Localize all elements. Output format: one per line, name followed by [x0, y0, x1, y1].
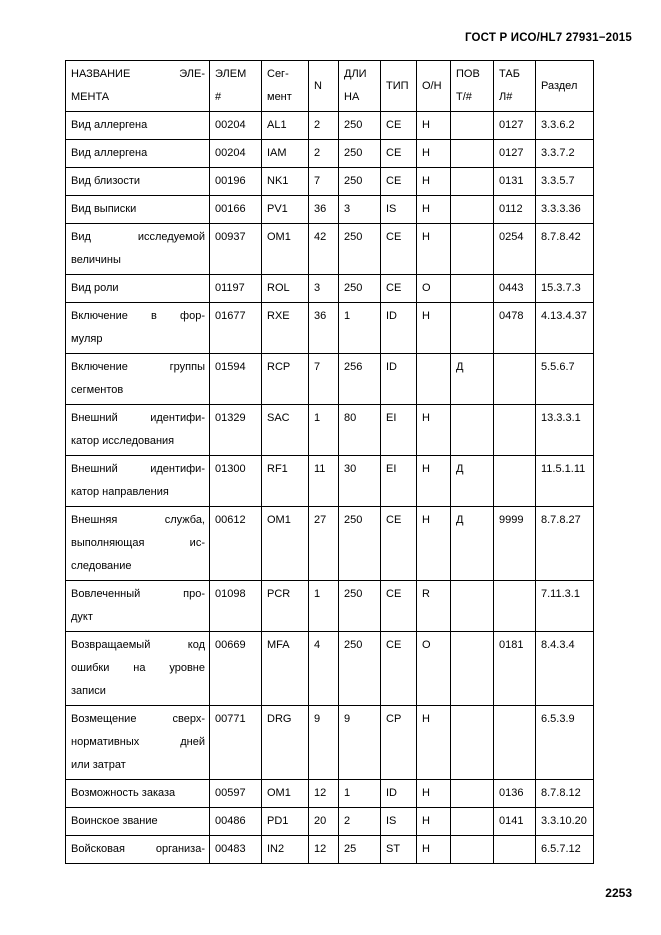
cell-opt-req: Н: [417, 808, 451, 836]
cell-opt-req: Н: [417, 112, 451, 140]
cell-elem-num: 01329: [210, 405, 262, 456]
cell-segment: IN2: [262, 836, 309, 864]
cell-elem-num: 01098: [210, 581, 262, 632]
cell-line: Внешняя служба,: [71, 514, 205, 526]
cell-n: 42: [309, 224, 339, 275]
cell-repeat: Д: [451, 507, 494, 581]
cell-repeat: [451, 405, 494, 456]
cell-table-num: [494, 456, 536, 507]
cell-type: CE: [381, 581, 417, 632]
cell-length: 80: [339, 405, 381, 456]
cell-line: катор направления: [71, 486, 169, 498]
table-row: [66, 581, 594, 632]
cell-n: 1: [309, 581, 339, 632]
cell-segment: IAM: [262, 140, 309, 168]
table-row: [66, 632, 594, 706]
cell-section: 3.3.7.2: [536, 140, 594, 168]
cell-line: или затрат: [71, 759, 126, 771]
cell-length: 25: [339, 836, 381, 864]
cell-section: 5.5.6.7: [536, 354, 594, 405]
cell-line: Войсковая организа-: [71, 843, 205, 855]
cell-n: 4: [309, 632, 339, 706]
cell-line: Вовлеченный про-: [71, 588, 205, 600]
cell-opt-req: О: [417, 275, 451, 303]
cell-table-num: 0141: [494, 808, 536, 836]
cell-segment: DRG: [262, 706, 309, 780]
cell-line: Раздел: [541, 79, 578, 92]
cell-repeat: [451, 224, 494, 275]
cell-line: Вид аллергена: [71, 147, 148, 159]
cell-line: N: [314, 79, 322, 92]
cell-name: [66, 808, 210, 836]
cell-section: 7.11.3.1: [536, 581, 594, 632]
cell-length: 250: [339, 168, 381, 196]
cell-opt-req: Н: [417, 706, 451, 780]
cell-section: 4.13.4.37: [536, 303, 594, 354]
cell-section: 6.5.7.12: [536, 836, 594, 864]
cell-length: 2: [339, 808, 381, 836]
cell-opt-req: Н: [417, 507, 451, 581]
cell-elem-num: 00486: [210, 808, 262, 836]
cell-type: ID: [381, 303, 417, 354]
cell-segment: AL1: [262, 112, 309, 140]
cell-line: Вид роли: [71, 282, 119, 294]
cell-n: 11: [309, 456, 339, 507]
cell-n: 1: [309, 405, 339, 456]
cell-repeat: [451, 632, 494, 706]
cell-length: 9: [339, 706, 381, 780]
cell-length: 250: [339, 112, 381, 140]
cell-opt-req: Н: [417, 140, 451, 168]
cell-table-num: 0254: [494, 224, 536, 275]
cell-table-num: [494, 354, 536, 405]
cell-line: следование: [71, 560, 132, 572]
cell-name: [66, 303, 210, 354]
cell-line: муляр: [71, 333, 103, 345]
cell-line: Воинское звание: [71, 815, 158, 827]
table-row: [66, 507, 594, 581]
cell-length: 1: [339, 780, 381, 808]
cell-opt-req: Н: [417, 168, 451, 196]
cell-repeat: [451, 836, 494, 864]
table-row: [66, 808, 594, 836]
cell-n: 36: [309, 303, 339, 354]
cell-segment: RF1: [262, 456, 309, 507]
cell-line: нормативных дней: [71, 736, 205, 748]
cell-name: [66, 196, 210, 224]
cell-opt-req: О: [417, 632, 451, 706]
cell-table-num: 0127: [494, 140, 536, 168]
cell-opt-req: Н: [417, 405, 451, 456]
col-header-opt-req: [417, 61, 451, 112]
cell-segment: OM1: [262, 507, 309, 581]
cell-type: EI: [381, 456, 417, 507]
cell-table-num: 0131: [494, 168, 536, 196]
cell-n: 3: [309, 275, 339, 303]
cell-elem-num: 00204: [210, 140, 262, 168]
cell-name: [66, 507, 210, 581]
cell-line: Возможность заказа: [71, 787, 176, 799]
table-row: [66, 168, 594, 196]
cell-segment: RCP: [262, 354, 309, 405]
cell-repeat: [451, 581, 494, 632]
cell-line: Возвращаемый код: [71, 639, 205, 651]
cell-type: IS: [381, 808, 417, 836]
cell-name: [66, 140, 210, 168]
cell-n: 12: [309, 780, 339, 808]
cell-section: 8.4.3.4: [536, 632, 594, 706]
cell-opt-req: [417, 354, 451, 405]
cell-name: [66, 836, 210, 864]
cell-type: CE: [381, 168, 417, 196]
cell-n: 27: [309, 507, 339, 581]
cell-line: Т/#: [456, 91, 472, 103]
cell-table-num: 0112: [494, 196, 536, 224]
table-row: [66, 780, 594, 808]
cell-length: 250: [339, 581, 381, 632]
table-body: [66, 112, 594, 864]
cell-opt-req: Н: [417, 456, 451, 507]
cell-repeat: [451, 112, 494, 140]
col-header-name: [66, 61, 210, 112]
cell-section: 8.7.8.27: [536, 507, 594, 581]
table-row: [66, 224, 594, 275]
cell-type: IS: [381, 196, 417, 224]
cell-elem-num: 00597: [210, 780, 262, 808]
cell-n: 7: [309, 354, 339, 405]
cell-section: 3.3.5.7: [536, 168, 594, 196]
cell-elem-num: 00166: [210, 196, 262, 224]
standard-designation: ГОСТ Р ИСО/HL7 27931−2015: [464, 32, 632, 44]
cell-length: 256: [339, 354, 381, 405]
cell-line: мент: [267, 91, 292, 103]
cell-length: 30: [339, 456, 381, 507]
col-header-length: [339, 61, 381, 112]
cell-type: CE: [381, 224, 417, 275]
cell-section: 3.3.3.36: [536, 196, 594, 224]
cell-type: ID: [381, 780, 417, 808]
cell-line: Включение группы: [71, 361, 205, 373]
cell-name: [66, 112, 210, 140]
cell-length: 250: [339, 632, 381, 706]
cell-length: 1: [339, 303, 381, 354]
col-header-type: [381, 61, 417, 112]
cell-segment: PD1: [262, 808, 309, 836]
cell-line: Возмещение сверх-: [71, 713, 205, 725]
cell-repeat: [451, 706, 494, 780]
cell-line: ошибки на уровне: [71, 662, 205, 674]
cell-n: 2: [309, 112, 339, 140]
cell-type: CE: [381, 275, 417, 303]
cell-n: 20: [309, 808, 339, 836]
cell-table-num: [494, 836, 536, 864]
cell-length: 250: [339, 275, 381, 303]
cell-type: CE: [381, 140, 417, 168]
cell-segment: PCR: [262, 581, 309, 632]
col-header-repeat: [451, 61, 494, 112]
table-row: [66, 196, 594, 224]
cell-line: выполняющая ис-: [71, 537, 205, 549]
cell-section: 13.3.3.1: [536, 405, 594, 456]
cell-name: [66, 581, 210, 632]
cell-line: ДЛИ: [344, 68, 367, 80]
cell-n: 9: [309, 706, 339, 780]
cell-type: CP: [381, 706, 417, 780]
cell-table-num: 0181: [494, 632, 536, 706]
cell-line: ПОВ: [456, 68, 480, 80]
table-row: [66, 456, 594, 507]
cell-section: 11.5.1.11: [536, 456, 594, 507]
cell-type: CE: [381, 507, 417, 581]
cell-table-num: [494, 405, 536, 456]
cell-table-num: [494, 581, 536, 632]
table-row: [66, 706, 594, 780]
cell-line: ТАБ: [499, 68, 520, 80]
cell-section: 3.3.6.2: [536, 112, 594, 140]
cell-elem-num: 00937: [210, 224, 262, 275]
page-number: 2253: [605, 886, 632, 900]
cell-repeat: Д: [451, 456, 494, 507]
cell-segment: ROL: [262, 275, 309, 303]
cell-n: 12: [309, 836, 339, 864]
cell-line: Вид близости: [71, 175, 141, 187]
cell-opt-req: Н: [417, 836, 451, 864]
cell-line: величины: [71, 254, 121, 266]
cell-line: МЕНТА: [71, 91, 110, 103]
cell-opt-req: R: [417, 581, 451, 632]
cell-name: [66, 354, 210, 405]
cell-line: Внешний идентифи-: [71, 412, 205, 424]
cell-line: катор исследования: [71, 435, 175, 447]
cell-section: 8.7.8.42: [536, 224, 594, 275]
cell-line: Л#: [499, 91, 513, 103]
cell-repeat: [451, 303, 494, 354]
cell-repeat: [451, 275, 494, 303]
cell-n: 7: [309, 168, 339, 196]
table-row: [66, 405, 594, 456]
cell-repeat: [451, 780, 494, 808]
col-header-segment: [262, 61, 309, 112]
cell-length: 250: [339, 224, 381, 275]
cell-line: НА: [344, 91, 360, 103]
col-header-section: [536, 61, 594, 112]
cell-segment: SAC: [262, 405, 309, 456]
cell-type: EI: [381, 405, 417, 456]
cell-line: НАЗВАНИЕ ЭЛЕ-: [71, 68, 205, 80]
cell-table-num: 0478: [494, 303, 536, 354]
cell-name: [66, 706, 210, 780]
cell-line: Вид аллергена: [71, 119, 148, 131]
table-row: [66, 836, 594, 864]
cell-line: Внешний идентифи-: [71, 463, 205, 475]
cell-line: #: [215, 91, 222, 103]
cell-length: 3: [339, 196, 381, 224]
cell-n: 2: [309, 140, 339, 168]
cell-opt-req: Н: [417, 303, 451, 354]
cell-line: Вид исследуемой: [71, 231, 205, 243]
cell-segment: PV1: [262, 196, 309, 224]
cell-repeat: Д: [451, 354, 494, 405]
cell-elem-num: 01677: [210, 303, 262, 354]
cell-name: [66, 780, 210, 808]
cell-type: CE: [381, 112, 417, 140]
cell-elem-num: 01594: [210, 354, 262, 405]
cell-name: [66, 405, 210, 456]
cell-section: 6.5.3.9: [536, 706, 594, 780]
table-row: [66, 140, 594, 168]
cell-length: 250: [339, 507, 381, 581]
cell-opt-req: Н: [417, 224, 451, 275]
cell-type: ID: [381, 354, 417, 405]
cell-line: дукт: [71, 611, 93, 623]
cell-repeat: [451, 140, 494, 168]
cell-section: 8.7.8.12: [536, 780, 594, 808]
cell-segment: RXE: [262, 303, 309, 354]
cell-elem-num: 01300: [210, 456, 262, 507]
hl7-elements-table: [65, 60, 594, 864]
cell-table-num: 0443: [494, 275, 536, 303]
cell-line: записи: [71, 685, 106, 697]
table-head: [66, 61, 594, 112]
cell-table-num: 0127: [494, 112, 536, 140]
cell-line: сегментов: [71, 384, 124, 396]
cell-table-num: 0136: [494, 780, 536, 808]
cell-name: [66, 456, 210, 507]
cell-segment: OM1: [262, 780, 309, 808]
cell-elem-num: 00483: [210, 836, 262, 864]
cell-name: [66, 224, 210, 275]
cell-line: ТИП: [386, 79, 409, 92]
cell-repeat: [451, 196, 494, 224]
col-header-n: [309, 61, 339, 112]
cell-segment: NK1: [262, 168, 309, 196]
cell-repeat: [451, 168, 494, 196]
cell-length: 250: [339, 140, 381, 168]
cell-repeat: [451, 808, 494, 836]
cell-opt-req: Н: [417, 196, 451, 224]
table-row: [66, 303, 594, 354]
cell-line: Вид выписки: [71, 203, 137, 215]
table-header-row: [66, 61, 594, 112]
cell-name: [66, 168, 210, 196]
cell-segment: OM1: [262, 224, 309, 275]
cell-type: CE: [381, 632, 417, 706]
cell-segment: MFA: [262, 632, 309, 706]
cell-elem-num: 00771: [210, 706, 262, 780]
cell-elem-num: 00204: [210, 112, 262, 140]
cell-elem-num: 00612: [210, 507, 262, 581]
table-row: [66, 112, 594, 140]
cell-line: Включение в фор-: [71, 310, 205, 322]
cell-section: 15.3.7.3: [536, 275, 594, 303]
cell-elem-num: 01197: [210, 275, 262, 303]
cell-elem-num: 00669: [210, 632, 262, 706]
cell-type: ST: [381, 836, 417, 864]
cell-n: 36: [309, 196, 339, 224]
cell-line: Сег-: [267, 68, 289, 80]
cell-table-num: [494, 706, 536, 780]
col-header-table-num: [494, 61, 536, 112]
table-row: [66, 275, 594, 303]
cell-table-num: 9999: [494, 507, 536, 581]
cell-name: [66, 275, 210, 303]
cell-name: [66, 632, 210, 706]
cell-line: О/Н: [422, 79, 442, 92]
col-header-elem-num: [210, 61, 262, 112]
cell-line: ЭЛЕМ: [215, 68, 247, 80]
cell-elem-num: 00196: [210, 168, 262, 196]
table-row: [66, 354, 594, 405]
cell-section: 3.3.10.20: [536, 808, 594, 836]
cell-opt-req: Н: [417, 780, 451, 808]
